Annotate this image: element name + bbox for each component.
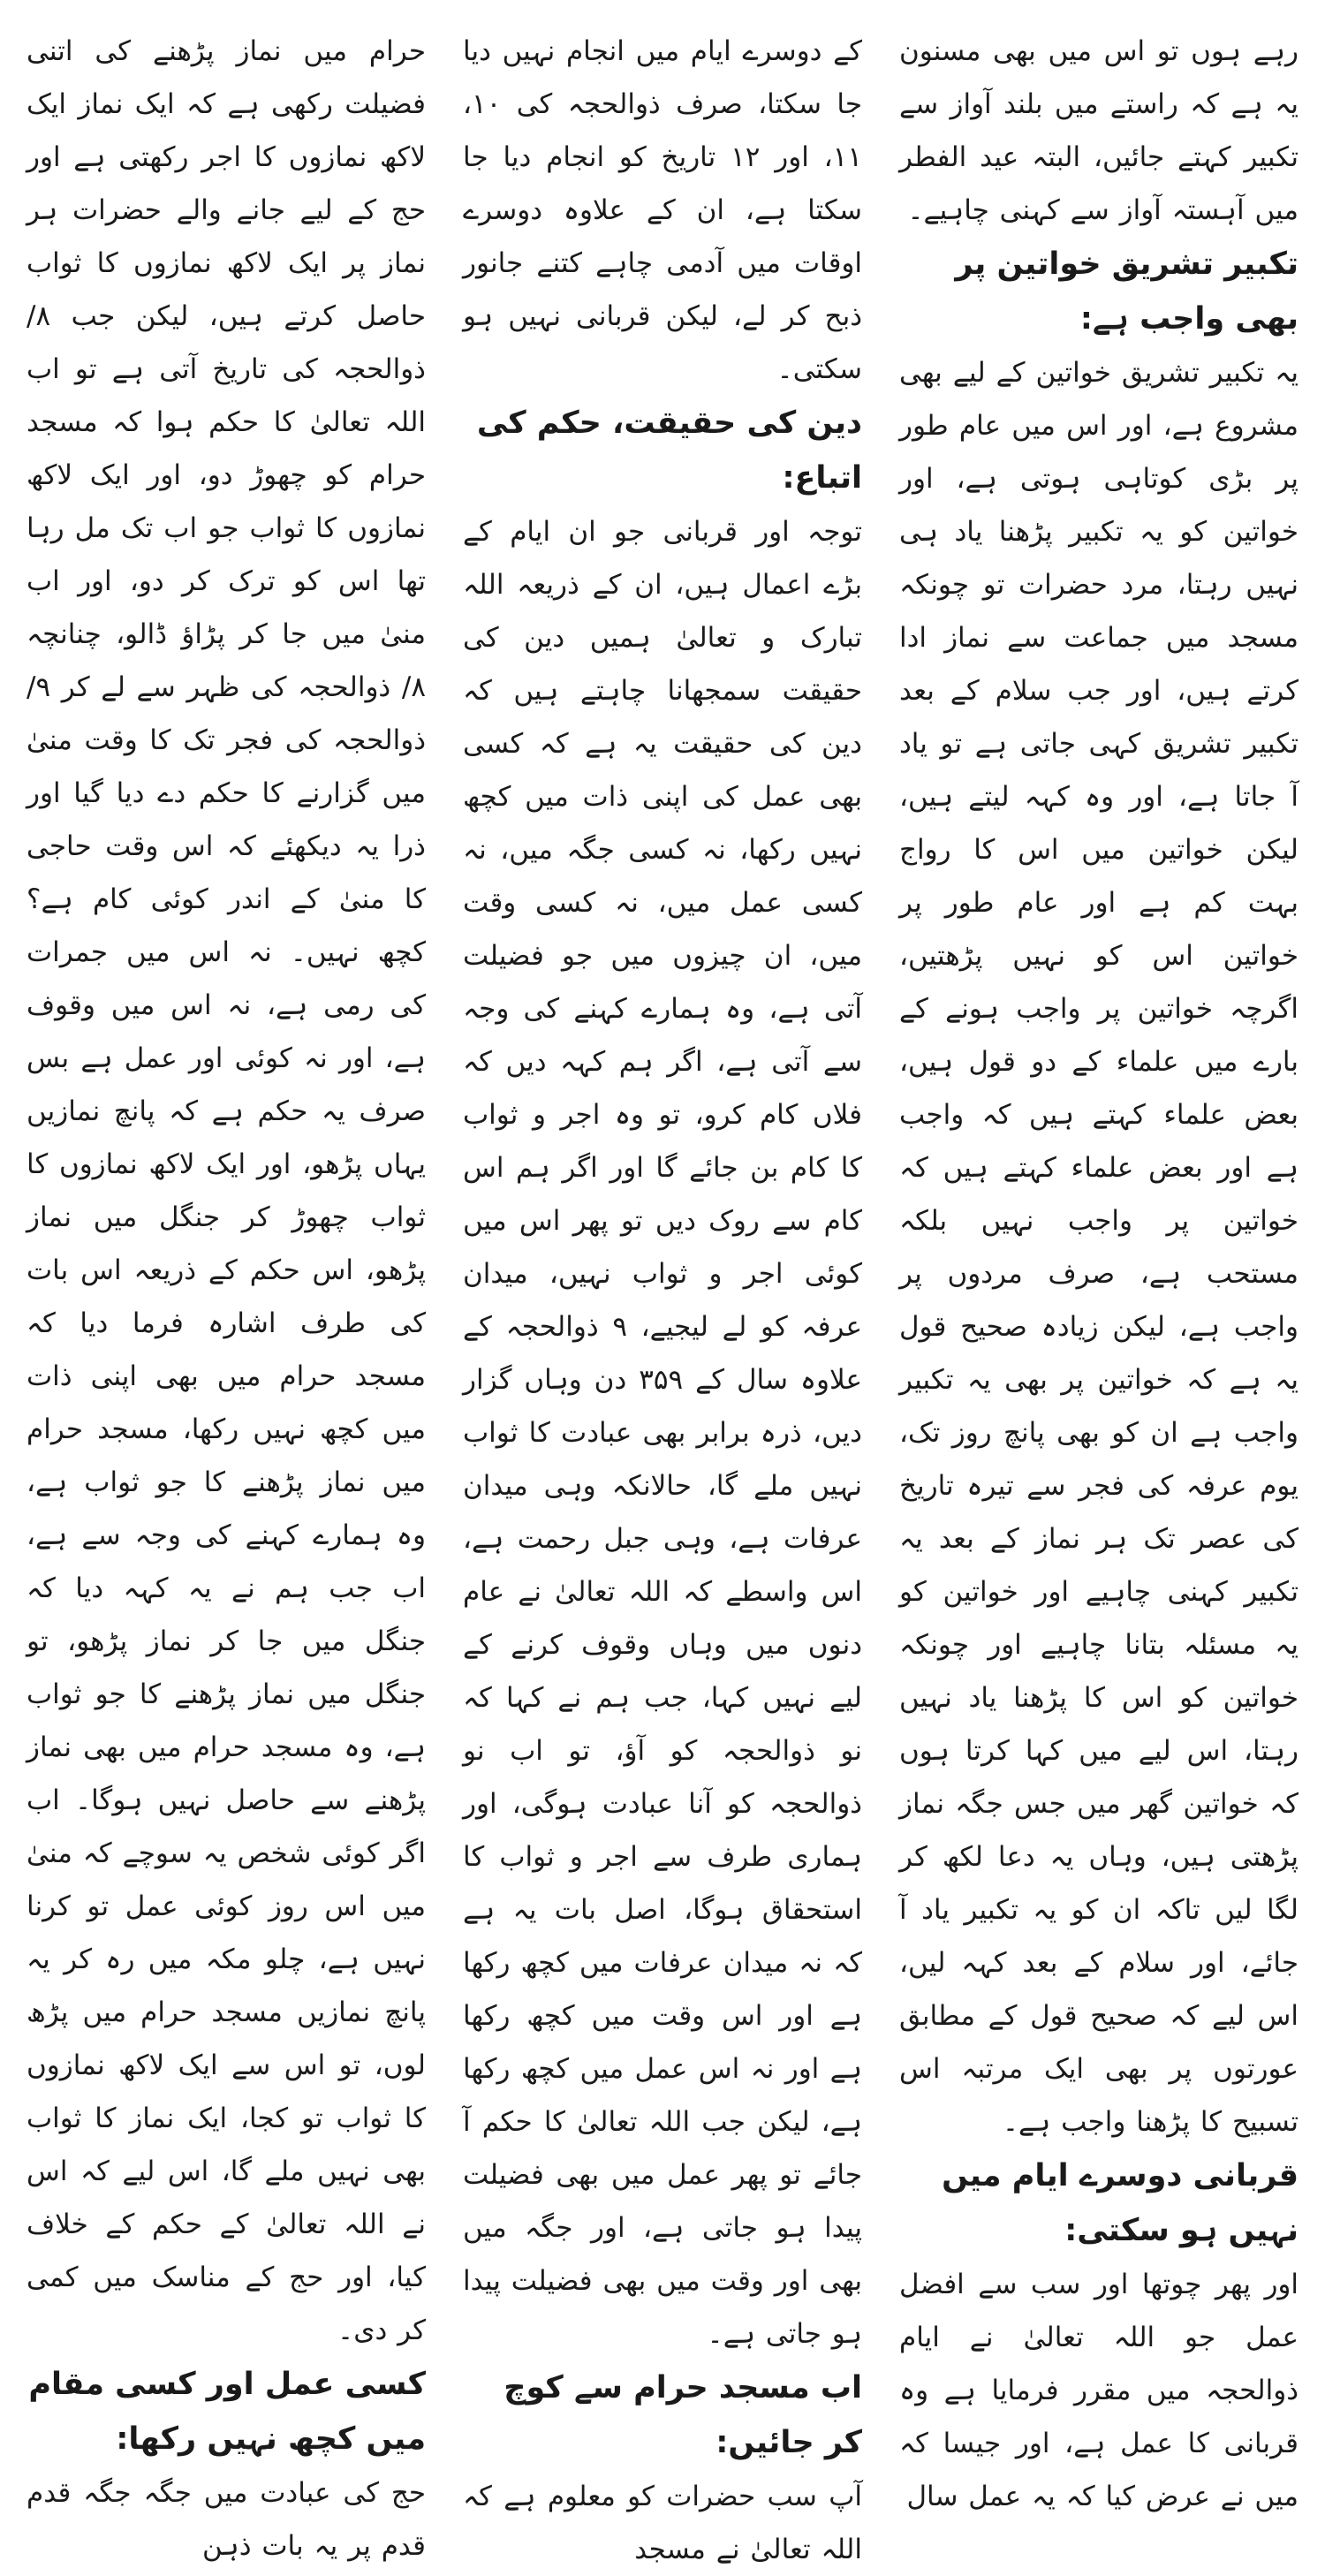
section-heading: قربانی دوسرے ایام میں نہیں ہو سکتی: xyxy=(942,2158,1298,2248)
paragraph: اور پھر چوتھا اور سب سے افضل عمل جو اللہ تعالیٰ نے ایام ذوالحجہ میں مقرر فرمایا ہے وہ قربانی کا عمل ہے، اور جیسا کہ میں نے عرض کیا کہ یہ عمل سال xyxy=(899,2269,1298,2512)
section-heading: دین کی حقیقت، حکم کی اتباع: xyxy=(476,405,862,496)
column-middle xyxy=(463,25,862,2565)
section-heading: اب مسجد حرام سے کوچ کر جائیں: xyxy=(504,2370,862,2460)
paragraph: حج کی عبادت میں جگہ جگہ قدم قدم پر یہ بات ذہن xyxy=(26,2477,426,2562)
paragraph: کے دوسرے ایام میں انجام نہیں دیا جا سکتا، صرف ذوالحجہ کی ۱۰، ۱۱، اور ۱۲ تاریخ کو انجام دیا جا سکتا ہے، ان کے علاوہ دوسرے اوقات میں آدمی چاہے کتنے جانور ذبح کر لے، لیکن قربانی نہیں ہو سکتی۔ xyxy=(463,35,862,385)
paragraph: توجہ اور قربانی جو ان ایام کے بڑے اعمال ہیں، ان کے ذریعہ اللہ تبارک و تعالیٰ ہمیں دین کی حقیقت سمجھانا چاہتے ہیں کہ دین کی حقیقت یہ ہے کہ کسی بھی عمل کی اپنی ذات میں کچھ نہیں رکھا، نہ کسی جگہ میں، نہ کسی عمل میں، نہ کسی وقت میں، ان چیزوں میں جو فضیلت آتی ہے، وہ ہمارے کہنے کی وجہ سے آتی ہے، اگر ہم کہہ دیں کہ فلاں کام کرو، تو وہ اجر و ثواب کا کام بن جائے گا اور اگر ہم اس کام سے روک دیں تو پھر اس میں کوئی اجر و ثواب نہیں، میدان عرفہ کو لے لیجیے، ۹ ذوالحجہ کے علاوہ سال کے ۳۵۹ دن وہاں گزار دیں، ذرہ برابر بھی عبادت کا ثواب نہیں ملے گا، حالانکہ وہی میدان عرفات ہے، وہی جبل رحمت ہے، اس واسطے کہ اللہ تعالیٰ نے عام دنوں میں وہاں وقوف کرنے کے لیے نہیں کہا، جب ہم نے کہا کہ نو ذوالحجہ کو آؤ، تو اب نو ذوالحجہ کو آنا عبادت ہوگی، اور ہماری طرف سے اجر و ثواب کا استحقاق ہوگا، اصل بات یہ ہے کہ نہ میدان عرفات میں کچھ رکھا ہے اور اس وقت میں کچھ رکھا ہے اور نہ اس عمل میں کچھ رکھا ہے، لیکن جب اللہ تعالیٰ کا حکم آ جائے تو پھر عمل میں بھی فضیلت پیدا ہو جاتی ہے، اور جگہ میں بھی اور وقت میں بھی فضیلت پیدا ہو جاتی ہے۔ xyxy=(463,516,862,2350)
section-heading: کسی عمل اور کسی مقام میں کچھ نہیں رکھا: xyxy=(28,2367,426,2457)
paragraph: یہ تکبیر تشریق خواتین کے لیے بھی مشروع ہے، اور اس میں عام طور پر بڑی کوتاہی ہوتی ہے، اور خواتین کو یہ تکبیر پڑھنا یاد ہی نہیں رہتا، مرد حضرات تو چونکہ مسجد میں جماعت سے نماز ادا کرتے ہیں، اور جب سلام کے بعد تکبیر تشریق کہی جاتی ہے تو یاد آ جاتا ہے، اور وہ کہہ لیتے ہیں، لیکن خواتین میں اس کا رواج بہت کم ہے اور عام طور پر خواتین اس کو نہیں پڑھتیں، اگرچہ خواتین پر واجب ہونے کے بارے میں علماء کے دو قول ہیں، بعض علماء کہتے ہیں کہ واجب ہے اور بعض علماء کہتے ہیں کہ خواتین پر واجب نہیں بلکہ مستحب ہے، صرف مردوں پر واجب ہے، لیکن زیادہ صحیح قول یہ ہے کہ خواتین پر بھی یہ تکبیر واجب ہے ان کو بھی پانچ روز تک، یوم عرفہ کی فجر سے تیرہ تاریخ کی عصر تک ہر نماز کے بعد یہ تکبیر کہنی چاہیے اور خواتین کو یہ مسئلہ بتانا چاہیے اور چونکہ خواتین کو اس کا پڑھنا یاد نہیں رہتا، اس لیے میں کہا کرتا ہوں کہ خواتین گھر میں جس جگہ نماز پڑھتی ہیں، وہاں یہ دعا لکھ کر لگا لیں تاکہ ان کو یہ تکبیر یاد آ جائے، اور سلام کے بعد کہہ لیں، اس لیے کہ صحیح قول کے مطابق عورتوں پر بھی ایک مرتبہ اس تسبیح کا پڑھنا واجب ہے۔ xyxy=(899,357,1298,2138)
section-heading: تکبیر تشریق خواتین پر بھی واجب ہے: xyxy=(955,246,1298,337)
column-right xyxy=(899,25,1298,2512)
column-left xyxy=(26,25,426,2562)
paragraph: حرام میں نماز پڑھنے کی اتنی فضیلت رکھی ہے کہ ایک نماز ایک لاکھ نمازوں کا اجر رکھتی ہے اور حج کے لیے جانے والے حضرات ہر نماز پر ایک لاکھ نمازوں کا ثواب حاصل کرتے ہیں، لیکن جب ۸/ ذوالحجہ کی تاریخ آتی ہے تو اب اللہ تعالیٰ کا حکم ہوا کہ مسجد حرام کو چھوڑ دو، اور ایک لاکھ نمازوں کا ثواب جو اب تک مل رہا تھا اس کو ترک کر دو، اور اب منیٰ میں جا کر پڑاؤ ڈالو، چنانچہ ۸/ ذوالحجہ کی ظہر سے لے کر ۹/ ذوالحجہ کی فجر تک کا وقت منیٰ میں گزارنے کا حکم دے دیا گیا اور ذرا یہ دیکھئے کہ اس وقت حاجی کا منیٰ کے اندر کوئی کام ہے؟ کچھ نہیں۔ نہ اس میں جمرات کی رمی ہے، نہ اس میں وقوف ہے، اور نہ کوئی اور عمل ہے بس صرف یہ حکم ہے کہ پانچ نمازیں یہاں پڑھو، اور ایک لاکھ نمازوں کا ثواب چھوڑ کر جنگل میں نماز پڑھو، اس حکم کے ذریعہ اس بات کی طرف اشارہ فرما دیا کہ مسجد حرام میں بھی اپنی ذات میں کچھ نہیں رکھا، مسجد حرام میں نماز پڑھنے کا جو ثواب ہے، وہ ہمارے کہنے کی وجہ سے ہے، اب جب ہم نے یہ کہہ دیا کہ جنگل میں جا کر نماز پڑھو، تو جنگل میں نماز پڑھنے کا جو ثواب ہے، وہ مسجد حرام میں بھی نماز پڑھنے سے حاصل نہیں ہوگا۔ اب اگر کوئی شخص یہ سوچے کہ منیٰ میں اس روز کوئی عمل تو کرنا نہیں ہے، چلو مکہ میں رہ کر یہ پانچ نمازیں مسجد حرام میں پڑھ لوں، تو اس سے ایک لاکھ نمازوں کا ثواب تو کجا، ایک نماز کا ثواب بھی نہیں ملے گا، اس لیے کہ اس نے اللہ تعالیٰ کے حکم کے خلاف کیا، اور حج کے مناسک میں کمی کر دی۔ xyxy=(26,35,426,2346)
paragraph: آپ سب حضرات کو معلوم ہے کہ اللہ تعالیٰ نے مسجد xyxy=(463,2481,862,2565)
paragraph: رہے ہوں تو اس میں بھی مسنون یہ ہے کہ راستے میں بلند آواز سے تکبیر کہتے جائیں، البتہ عید الفطر میں آہستہ آواز سے کہنی چاہیے۔ xyxy=(899,35,1298,226)
